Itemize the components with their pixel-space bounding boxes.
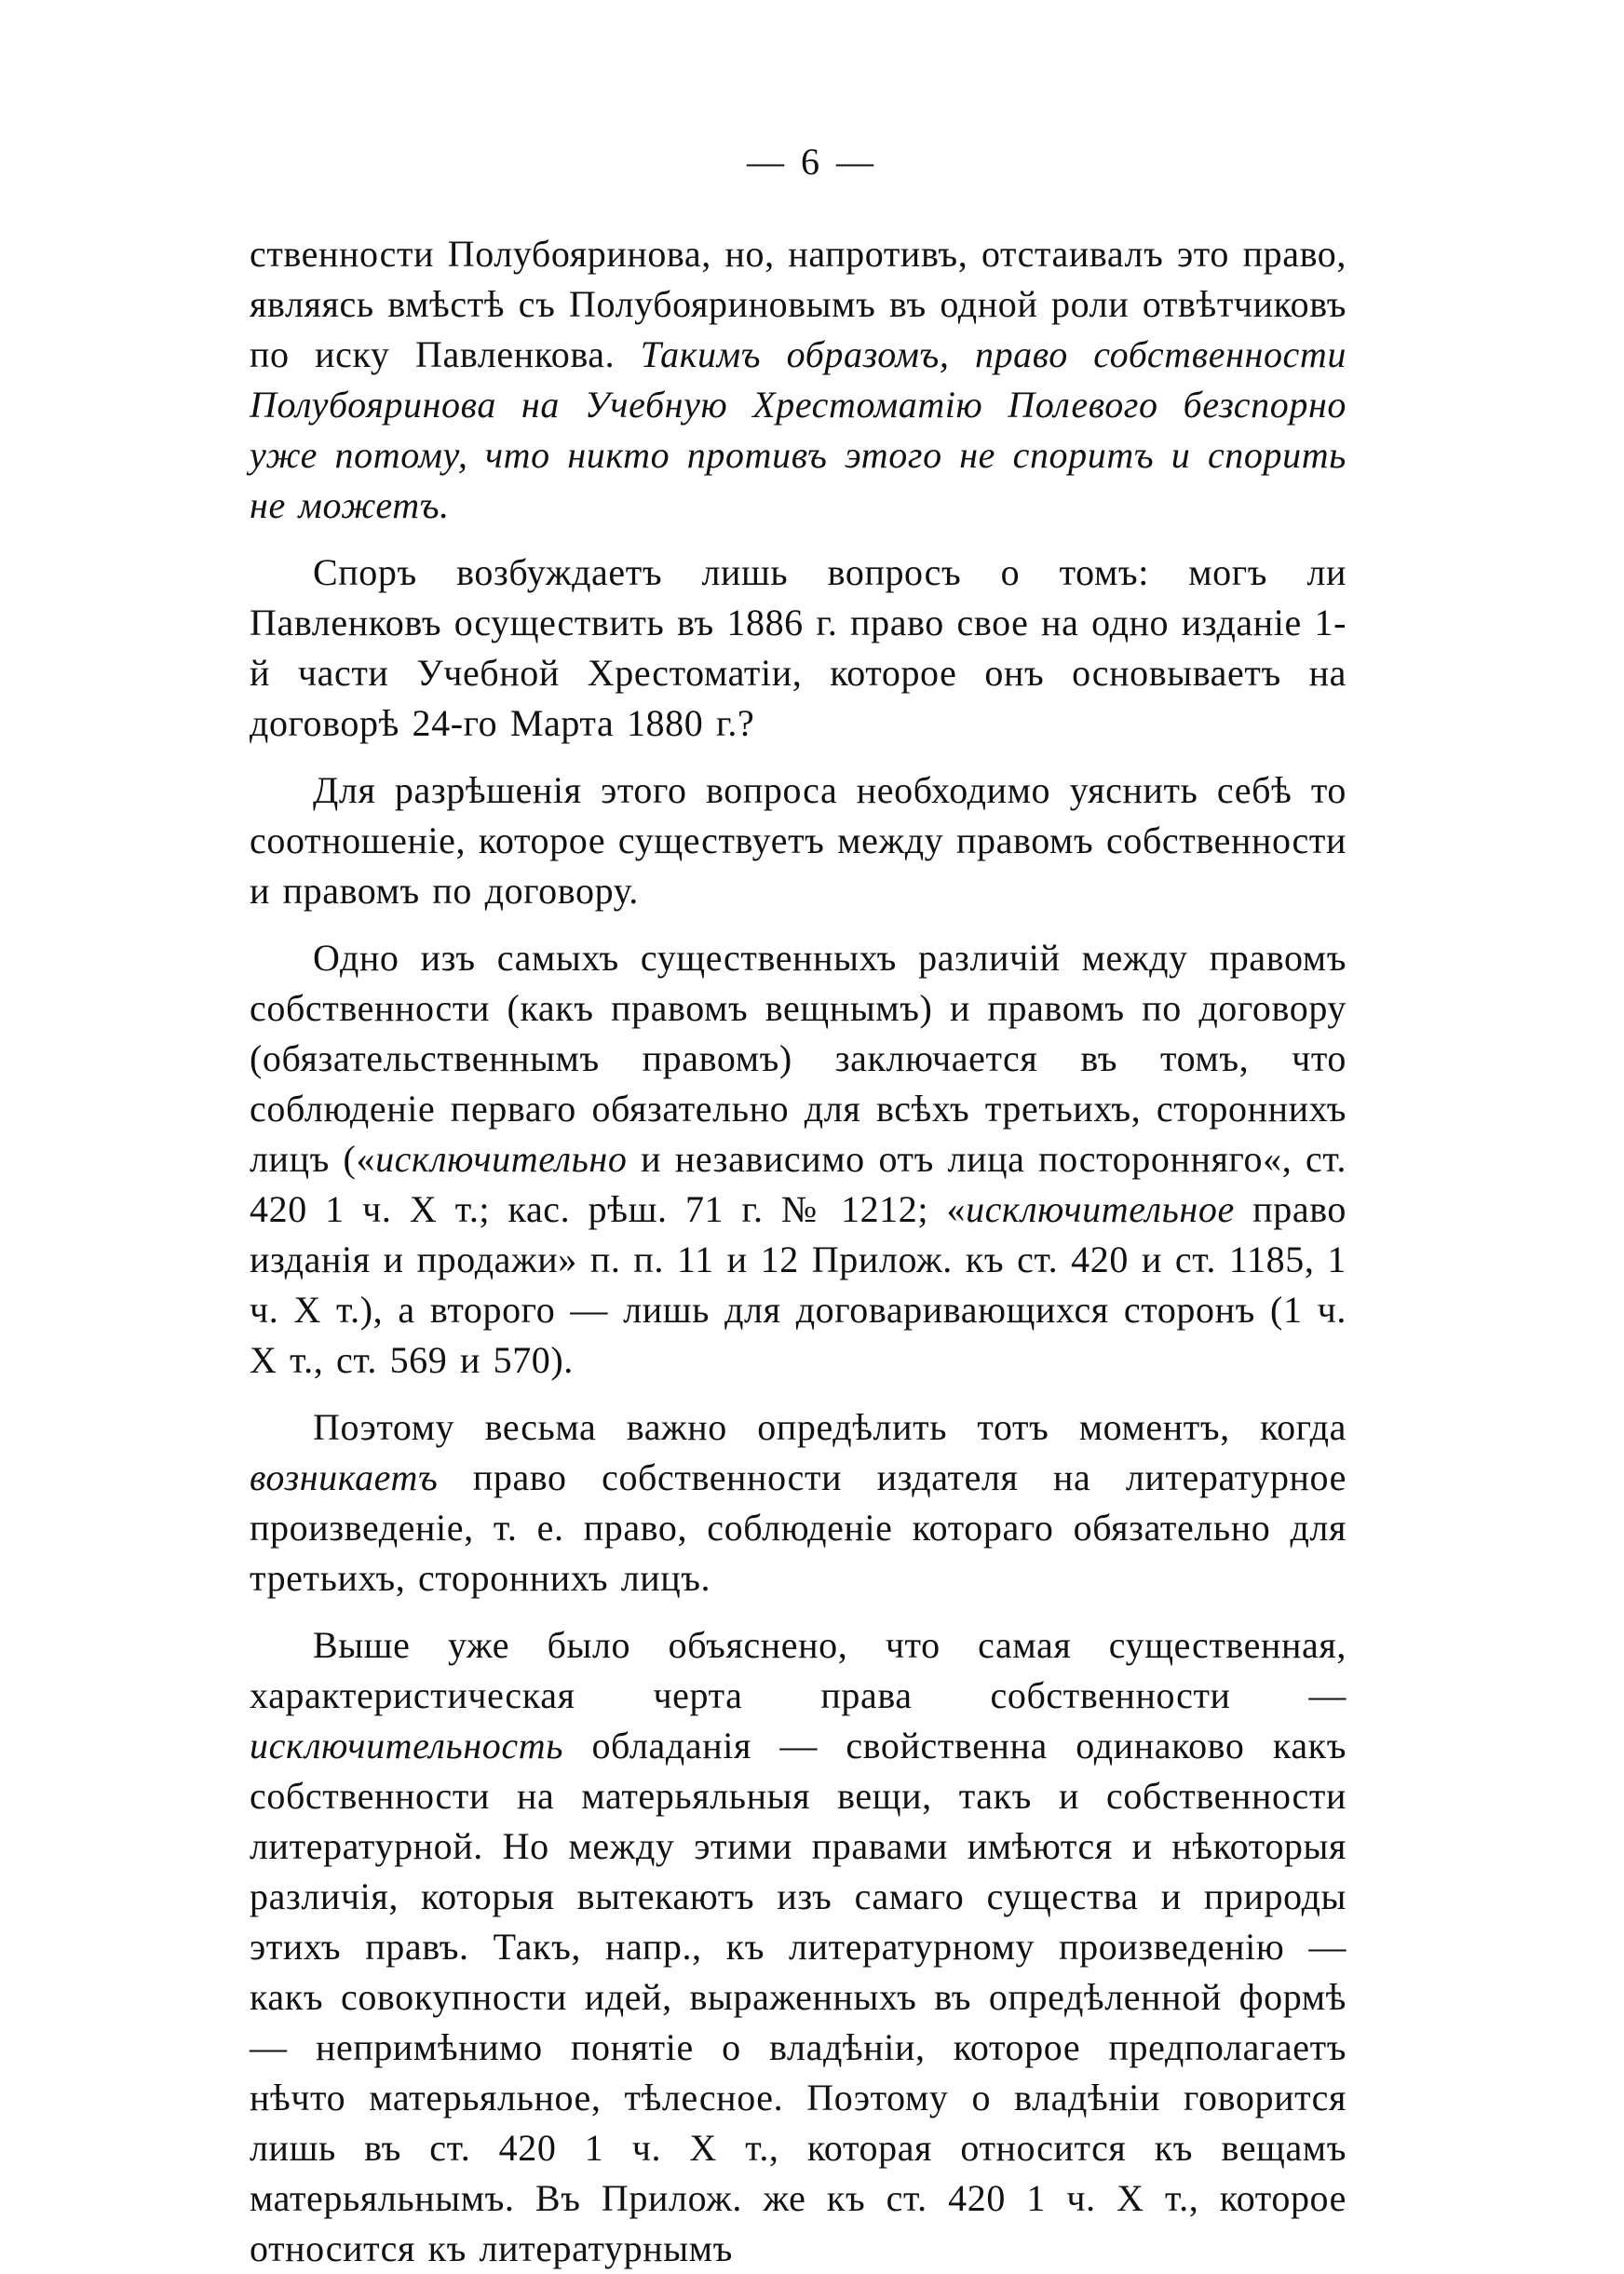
paragraph-6-text-b: обладанія — свойственна одинаково какъ собственности на матерьяльныя вещи, такъ и собственности литературной. Но между этими правами имѣются и нѣкоторыя различія, которыя вытекаютъ изъ самаго существа и природы этихъ правъ. Такъ, напр., къ литературному произведенію — какъ совокупности идей, выраженныхъ въ опредѣленной формѣ — непримѣнимо понятіе о владѣніи, которое предполагаетъ нѣчто матерьяльное, тѣлесное. Поэтому о владѣніи говорится лишь въ ст. 420 1 ч. X т., которая относится къ вещамъ матерьяльнымъ. Въ Прилож. же къ ст. 420 1 ч. X т., которое относится къ литературнымъ <box>250 1725 1347 2269</box>
paragraph-6 <box>250 1620 1347 2274</box>
paragraph-3-text: Для разрѣшенія этого вопроса необходимо уяснить себѣ то соотношеніе, которое существуетъ между правомъ собственности и правомъ по договору. <box>250 769 1347 912</box>
paragraph-3 <box>250 765 1347 916</box>
paragraph-2 <box>250 548 1347 749</box>
paragraph-1 <box>250 229 1347 531</box>
paragraph-5 <box>250 1402 1347 1604</box>
paragraph-6-text-a: Выше уже было объяснено, что самая существенная, характеристическая черта права собственности — <box>250 1624 1347 1716</box>
paragraph-1-italic-text: Такимъ образомъ, право собственности Полубояринова на Учебную Хрестоматію Полевого безспорно уже потому, что никто противъ этого не споритъ и спорить не можетъ. <box>250 333 1347 526</box>
paragraph-4-text-a: Одно изъ самыхъ существенныхъ различій между правомъ собственности (какъ правомъ вещнымъ) и правомъ по договору (обязательственнымъ правомъ) заключается въ томъ, что соблюденіе перваго обязательно для всѣхъ третьихъ, стороннихъ лицъ (« <box>250 937 1347 1180</box>
paragraph-4-text-b: и независимо отъ лица посторонняго«, ст. 420 1 ч. X т.; кас. рѣш. 71 г. № 1212; « <box>250 1138 1347 1230</box>
paragraph-5-text-b: право собственности издателя на литературное произведеніе, т. е. право, соблюденіе котораго обязательно для третьихъ, стороннихъ лицъ. <box>250 1456 1347 1599</box>
paragraph-4-text-c: право изданія и продажи» п. п. 11 и 12 Прилож. къ ст. 420 и ст. 1185, 1 ч. X т.), а второго — лишь для договаривающихся сторонъ (1 ч. X т., ст. 569 и 570). <box>250 1188 1347 1381</box>
paragraph-4-italic-a: исключительно <box>375 1138 628 1180</box>
paragraph-6-italic: исключительность <box>250 1725 564 1766</box>
body-text <box>250 229 1347 2274</box>
paragraph-2-text: Споръ возбуждаетъ лишь вопросъ о томъ: могъ ли Павленковъ осуществить въ 1886 г. право свое на одно изданіе 1-й части Учебной Хрестоматіи, которое онъ основываетъ на договорѣ 24-го Марта 1880 г.? <box>250 551 1347 744</box>
paragraph-4-italic-b: исключительное <box>966 1188 1235 1230</box>
paragraph-1-text: ственности Полубояринова, но, напротивъ, отстаивалъ это право, являясь вмѣстѣ съ Полубояриновымъ въ одной роли отвѣтчиковъ по иску Павленкова. <box>250 233 1347 375</box>
paragraph-5-text-a: Поэтому весьма важно опредѣлить тотъ моментъ, когда <box>313 1406 1347 1448</box>
paragraph-5-italic: возникаетъ <box>250 1456 439 1498</box>
page-number: — 6 — <box>747 141 877 183</box>
paragraph-4 <box>250 933 1347 1386</box>
